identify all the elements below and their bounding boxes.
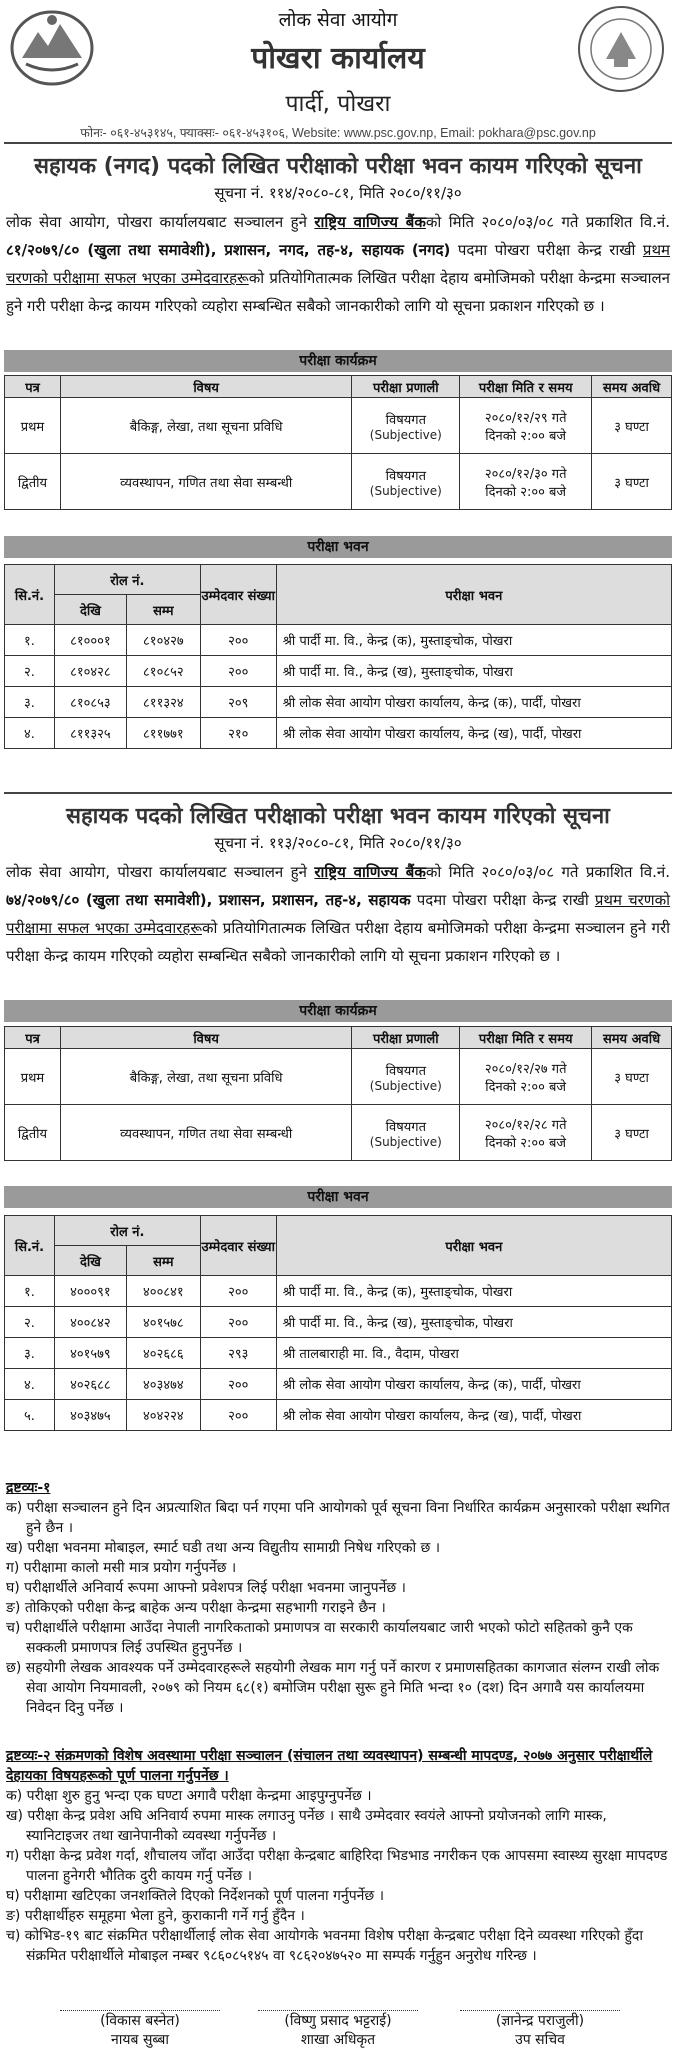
system-text: विषयगत [385, 1119, 426, 1135]
notice2-body [6, 858, 670, 970]
subject-cell: बैकिङ्ग, लेखा, तथा सूचना प्रविधि [60, 398, 351, 454]
notice2-text-d: को प्रतियोगितात्मक लिखित परीक्षा देहाय बमोजिमको परीक्षा केन्द्रमा सञ्चालन हुने गरी परीक्षा केन्द्र कायम गरिएको व्यहोरा सम्बन्धित सबैको जानकारीको लागि यो सूचना प्रकाशन गरिएको छ । [6, 919, 670, 965]
paper-cell: प्रथम [5, 1049, 61, 1105]
col-header: सि.नं. [5, 1216, 55, 1276]
system-text: विषयगत [385, 412, 426, 428]
col-header: परीक्षा मिति र समय [460, 1027, 592, 1049]
col-header: परीक्षा भवन [276, 1216, 671, 1276]
subject-cell: व्यवस्थापन, गणित तथा सेवा सम्बन्धी [60, 454, 351, 510]
count-cell: २०० [200, 625, 276, 656]
table-header-row [5, 1027, 672, 1049]
col-header: रोल नं. [54, 1216, 200, 1246]
notice2-text-a: लोक सेवा आयोग, पोखरा कार्यालयबाट सञ्चालन हुने [6, 863, 315, 881]
sn-cell: १. [5, 1276, 55, 1307]
date-cell [460, 1105, 592, 1161]
notice2-pass-text: प्रथम चरणको परीक्षामा सफल भएका उम्मेदवारहरू [6, 891, 670, 937]
section-rule [4, 792, 672, 794]
note-item: क) परीक्षा सञ्चालन हुने दिन अप्रत्याशित बिदा पर्न गएमा पनि आयोगको पूर्व सूचना विना निर्धारित कार्यक्रम अनुसारको परीक्षा स्थगित हुने छैन । [6, 1500, 670, 1536]
notice2-number: सूचना नं. ११३/२०८०-८१, मिति २०८०/११/३० [214, 834, 462, 852]
col-header: परीक्षा प्रणाली [352, 376, 460, 398]
notes1-heading: द्रष्टव्यः-१ [6, 1480, 51, 1496]
hall-cell: श्री लोक सेवा आयोग पोखरा कार्यालय, केन्द्र (क), पार्दी, पोखरा [276, 687, 671, 718]
table-row [5, 454, 672, 510]
note-item: घ) परीक्षार्थीले अनिवार्य रूपमा आफ्नो प्रवेशपत्र लिई परीक्षा भवनमा जानुपर्नेछ । [6, 1580, 406, 1596]
signatory [238, 2010, 438, 2049]
hall-cell: श्री लोक सेवा आयोग पोखरा कार्यालय, केन्द्र (ख), पार्दी, पोखरा [276, 1400, 671, 1431]
system-cell [352, 1049, 460, 1105]
system-cell [352, 1105, 460, 1161]
roll-to-cell: ४००८४१ [126, 1276, 200, 1307]
count-cell: २०० [200, 1400, 276, 1431]
notice2-schedule-title: परीक्षा कार्यक्रम [4, 1000, 672, 1022]
col-header: समय अवधि [592, 1027, 672, 1049]
duration-cell: ३ घण्टा [592, 1049, 672, 1105]
header-rule [4, 142, 672, 144]
table-row [5, 1276, 672, 1307]
col-header: सम्म [126, 595, 200, 625]
note-item: ख) परीक्षा भवनमा मोबाइल, स्मार्ट घडी तथा अन्य विद्युतीय सामाग्री निषेध गरिएको छ । [6, 1540, 441, 1556]
note-item: क) परीक्षा शुरु हुनु भन्दा एक घण्टा अगावै परीक्षा केन्द्रमा आइपुग्नुपर्नेछ । [6, 1788, 372, 1804]
notice1-number: सूचना नं. ११४/२०८०-८१, मिति २०८०/११/३० [214, 184, 462, 202]
notice2-text-c: पदमा पोखरा परीक्षा केन्द्र राखी [410, 891, 595, 909]
notice1-text-c: पदमा पोखरा परीक्षा केन्द्र राखी [450, 241, 643, 259]
note-item: छ) सहयोगी लेखक आवश्यक पर्ने उम्मेदवारहरूले सहयोगी लेखक माग गर्नु पर्ने कारण र प्रमाणसहितका कागजात संलग्न राखी लोक सेवा आयोग नियमावली, २०७९ को नियम ६८(१) बमोजिम परीक्षा सुरू हुने मिति भन्दा १० (दश) दिन अगावै यस कार्यालयमा निवेदन दिनु पर्नेछ । [6, 1660, 660, 1716]
hall-cell: श्री लोक सेवा आयोग पोखरा कार्यालय, केन्द्र (ख), पार्दी, पोखरा [276, 718, 671, 749]
table-row [5, 687, 672, 718]
paper-cell: प्रथम [5, 398, 61, 454]
table-header-row [5, 1216, 672, 1246]
table-row [5, 1369, 672, 1400]
signatory [40, 2010, 240, 2049]
col-header: परीक्षा मिति र समय [460, 376, 592, 398]
signatory-name: (विष्णु प्रसाद भट्टराई) [284, 2013, 392, 2029]
sn-cell: ३. [5, 687, 55, 718]
signatory-title: शाखा अधिकृत [300, 2032, 376, 2048]
table-row [5, 656, 672, 687]
time-text: दिनको २:०० बजे [485, 484, 567, 500]
col-header: सि.नं. [5, 565, 55, 625]
count-cell: २१० [200, 718, 276, 749]
notes1 [6, 1478, 670, 1718]
note-item: ङ) तोकिएको परीक्षा केन्द्र बाहेक अन्य परीक्षा केन्द्रमा सहभागी गराइने छैन । [6, 1600, 386, 1616]
contact-line: फोनः- ०६१-४५३१४५, फ्याक्सः- ०६१-४५३१०६, Website: www.psc.gov.np, Email: pokhara@psc.gov.np [80, 126, 596, 140]
office-name: पोखरा कार्यालय [251, 41, 425, 76]
time-text: दिनको २:०० बजे [485, 1135, 567, 1151]
table-row [5, 1338, 672, 1369]
duration-cell: ३ घण्टा [592, 398, 672, 454]
hall-cell: श्री पार्दी मा. वि., केन्द्र (ख), मुस्ताङ्चोक, पोखरा [276, 1307, 671, 1338]
roll-to-cell: ८१०४२७ [126, 625, 200, 656]
paper-cell: द्वितीय [5, 1105, 61, 1161]
roll-from-cell: ८१०८५३ [54, 687, 126, 718]
sn-cell: १. [5, 625, 55, 656]
col-header: रोल नं. [54, 565, 200, 595]
roll-to-cell: ४०४२२४ [126, 1400, 200, 1431]
org-name: लोक सेवा आयोग [278, 9, 398, 31]
system-text: विषयगत [385, 1063, 426, 1079]
date-cell [460, 1049, 592, 1105]
col-header: समय अवधि [592, 376, 672, 398]
signatory-name: (ज्ञानेन्द्र पराजुली) [495, 2013, 585, 2029]
system-en-text: (Subjective) [369, 427, 442, 442]
hall-cell: श्री लोक सेवा आयोग पोखरा कार्यालय, केन्द्र (क), पार्दी, पोखरा [276, 1369, 671, 1400]
time-text: दिनको २:०० बजे [485, 1079, 567, 1095]
date-cell [460, 454, 592, 510]
date-cell [460, 398, 592, 454]
col-header: पत्र [5, 1027, 61, 1049]
duration-cell: ३ घण्टा [592, 1105, 672, 1161]
table-row [5, 398, 672, 454]
count-cell: २०० [200, 1307, 276, 1338]
roll-from-cell: ४००८४२ [54, 1307, 126, 1338]
count-cell: २०० [200, 1369, 276, 1400]
roll-to-cell: ४०३४७४ [126, 1369, 200, 1400]
roll-to-cell: ८११७७१ [126, 718, 200, 749]
sn-cell: २. [5, 1307, 55, 1338]
notice1-hall-table [4, 564, 672, 749]
notice1-title: सहायक (नगद) पदको लिखित परीक्षाको परीक्षा भवन कायम गरिएको सूचना [34, 154, 642, 179]
notice2-hall-table [4, 1215, 672, 1431]
note-item: ग) परीक्षा केन्द्र प्रवेश गर्दा, शौचालय जाँदा आउँदा परीक्षा केन्द्रबाट बाहिरिदा भिडभाड नगरीकन एक आपसमा स्वास्थ्य सुरक्षा मापदण्ड पालना हुनेगरी भौतिक दुरी कायम गर्नु पर्नेछ । [6, 1848, 668, 1884]
system-cell [352, 398, 460, 454]
roll-from-cell: ४०१५७९ [54, 1338, 126, 1369]
system-en-text: (Subjective) [369, 1078, 442, 1093]
signatory-title: नायब सुब्बा [111, 2032, 169, 2048]
notice1-body [6, 208, 670, 320]
col-header: उम्मेदवार संख्या [200, 565, 276, 625]
count-cell: २०० [200, 1276, 276, 1307]
col-header: विषय [60, 1027, 351, 1049]
system-cell [352, 454, 460, 510]
col-header: देखि [54, 595, 126, 625]
notice2-advertisement: ७४/२०७९/८० (खुला तथा समावेशी), प्रशासन, प्रशासन, तह-४, सहायक [6, 891, 411, 909]
date-text: २०८०/१२/३० गते [484, 466, 567, 482]
system-en-text: (Subjective) [369, 483, 442, 498]
notice1-schedule-title: परीक्षा कार्यक्रम [4, 350, 672, 372]
col-header: पत्र [5, 376, 61, 398]
notice2-text-b: को मिति २०८०/०३/०८ गते प्रकाशित वि.नं. [425, 863, 670, 881]
col-header: विषय [60, 376, 351, 398]
date-text: २०८०/१२/२९ गते [484, 410, 567, 426]
note-item: ख) परीक्षा केन्द्र प्रवेश अघि अनिवार्य रुपमा मास्क लगाउनु पर्नेछ । साथै उम्मेदवार स्वयंले आफ्नो प्रयोजनको लागि मास्क, स्यानिटाइजर तथा खानेपानीको व्यवस्था गर्नुपर्नेछ । [6, 1808, 607, 1844]
notice2-hall-title: परीक्षा भवन [4, 1186, 672, 1208]
psc-seal-icon [576, 4, 666, 94]
table-header-row [5, 376, 672, 398]
note-item: च) कोभिड-१९ बाट संक्रमित परीक्षार्थीलाई लोक सेवा आयोगके भवनमा विशेष परीक्षा केन्द्रबाट परीक्षा दिने व्यवस्था गरिएको हुँदा संक्रमित परीक्षार्थीले मोबाइल नम्बर ९८६०८५१४५ वा ९८६२०४७५२० मा सम्पर्क गर्नुहुन अनुरोध गरिन्छ । [6, 1928, 643, 1964]
paper-cell: द्वितीय [5, 454, 61, 510]
roll-from-cell: ८११३२५ [54, 718, 126, 749]
notice1-advertisement: ८१/२०७९/८० (खुला तथा समावेशी), प्रशासन, नगद, तह-४, सहायक (नगद) [6, 241, 451, 259]
roll-from-cell: ४०३४७५ [54, 1400, 126, 1431]
notice2-bank: राष्ट्रिय वाणिज्य बैंक [314, 863, 426, 881]
hall-cell: श्री पार्दी मा. वि., केन्द्र (ख), मुस्ताङ्चोक, पोखरा [276, 656, 671, 687]
notes2 [6, 1746, 670, 1966]
count-cell: २०० [200, 656, 276, 687]
roll-from-cell: ४०२६८८ [54, 1369, 126, 1400]
col-header: देखि [54, 1246, 126, 1276]
notice1-text-b: को मिति २०८०/०३/०८ गते प्रकाशित वि.नं. [425, 213, 670, 231]
count-cell: २०९ [200, 687, 276, 718]
time-text: दिनको २:०० बजे [485, 428, 567, 444]
date-text: २०८०/१२/२७ गते [484, 1061, 567, 1077]
signatory [440, 2010, 640, 2049]
signatory-name: (विकास बस्नेत) [100, 2013, 180, 2029]
note-item: ग) परीक्षामा कालो मसी मात्र प्रयोग गर्नुपर्नेछ । [6, 1560, 237, 1576]
system-text: विषयगत [385, 468, 426, 484]
table-row [5, 1307, 672, 1338]
table-row [5, 718, 672, 749]
notice2-schedule-table [4, 1026, 672, 1161]
col-header: सम्म [126, 1246, 200, 1276]
note-item: घ) परीक्षामा खटिएका जनशक्तिले दिएको निर्देशनको पूर्ण पालना गर्नुपर्नेछ । [6, 1888, 384, 1904]
notice1-text-a: लोक सेवा आयोग, पोखरा कार्यालयबाट सञ्चालन हुने [6, 213, 315, 231]
notice1-schedule-table [4, 375, 672, 510]
col-header: उम्मेदवार संख्या [200, 1216, 276, 1276]
table-header-row [5, 565, 672, 595]
col-header: परीक्षा भवन [276, 565, 671, 625]
roll-to-cell: ८११३२४ [126, 687, 200, 718]
note-item: च) परीक्षार्थीले परीक्षामा आउँदा नेपाली नागरिकताको प्रमाणपत्र वा सरकारी कार्यालयबाट जारी भएको फोटो सहितको कुनै एक सक्कली प्रमाणपत्र लिई उपस्थित हुनुपर्नेछ । [6, 1620, 633, 1656]
sn-cell: ५. [5, 1400, 55, 1431]
roll-from-cell: ८१०४२८ [54, 656, 126, 687]
table-row [5, 1049, 672, 1105]
roll-from-cell: ८१०००१ [54, 625, 126, 656]
notes2-heading: द्रष्टव्यः-२ संक्रमणको विशेष अवस्थामा परीक्षा सञ्चालन (संचालन तथा व्यवस्थापन) सम्बन्धी मापदण्ड, २०७७ अनुसार परीक्षार्थीले देहायका विषयहरूको पूर्ण पालना गर्नुपर्नेछ । [6, 1748, 653, 1784]
notice1-pass-text: प्रथम चरणको परीक्षामा सफल भएका उम्मेदवारहरू [6, 241, 670, 287]
hall-cell: श्री तालबाराही मा. वि., वैदाम, पोखरा [276, 1338, 671, 1369]
note-item: ङ) परीक्षार्थीहरु समूहमा भेला हुने, कुराकानी गर्ने गर्नु हुँदैन । [6, 1908, 305, 1924]
roll-to-cell: ४०२६८६ [126, 1338, 200, 1369]
notice1-text-d: को प्रतियोगितात्मक लिखित परीक्षा देहाय बमोजिमको परीक्षा केन्द्रमा सञ्चालन हुने गरी परीक्षा केन्द्र कायम गरिएको व्यहोरा सम्बन्धित सबैको जानकारीको लागि यो सूचना प्रकाशन गरिएको छ । [6, 269, 670, 315]
hall-cell: श्री पार्दी मा. वि., केन्द्र (क), मुस्ताङ्चोक, पोखरा [276, 1276, 671, 1307]
roll-from-cell: ४०००९१ [54, 1276, 126, 1307]
sn-cell: ४. [5, 718, 55, 749]
date-text: २०८०/१२/२८ गते [484, 1117, 567, 1133]
sn-cell: ४. [5, 1369, 55, 1400]
roll-to-cell: ४०१५७८ [126, 1307, 200, 1338]
office-location: पार्दी, पोखरा [285, 91, 391, 117]
roll-to-cell: ८१०८५२ [126, 656, 200, 687]
table-row [5, 1400, 672, 1431]
letterhead [0, 0, 676, 142]
notice1-hall-title: परीक्षा भवन [4, 536, 672, 558]
table-row [5, 625, 672, 656]
hall-cell: श्री पार्दी मा. वि., केन्द्र (क), मुस्ताङ्चोक, पोखरा [276, 625, 671, 656]
notice2-title: सहायक पदको लिखित परीक्षाको परीक्षा भवन कायम गरिएको सूचना [66, 804, 610, 829]
duration-cell: ३ घण्टा [592, 454, 672, 510]
sn-cell: ३. [5, 1338, 55, 1369]
notice1-bank: राष्ट्रिय वाणिज्य बैंक [314, 213, 426, 231]
count-cell: २९३ [200, 1338, 276, 1369]
subject-cell: बैकिङ्ग, लेखा, तथा सूचना प्रविधि [60, 1049, 351, 1105]
subject-cell: व्यवस्थापन, गणित तथा सेवा सम्बन्धी [60, 1105, 351, 1161]
table-row [5, 1105, 672, 1161]
system-en-text: (Subjective) [369, 1134, 442, 1149]
sn-cell: २. [5, 656, 55, 687]
signatory-title: उप सचिव [515, 2032, 565, 2048]
col-header: परीक्षा प्रणाली [352, 1027, 460, 1049]
